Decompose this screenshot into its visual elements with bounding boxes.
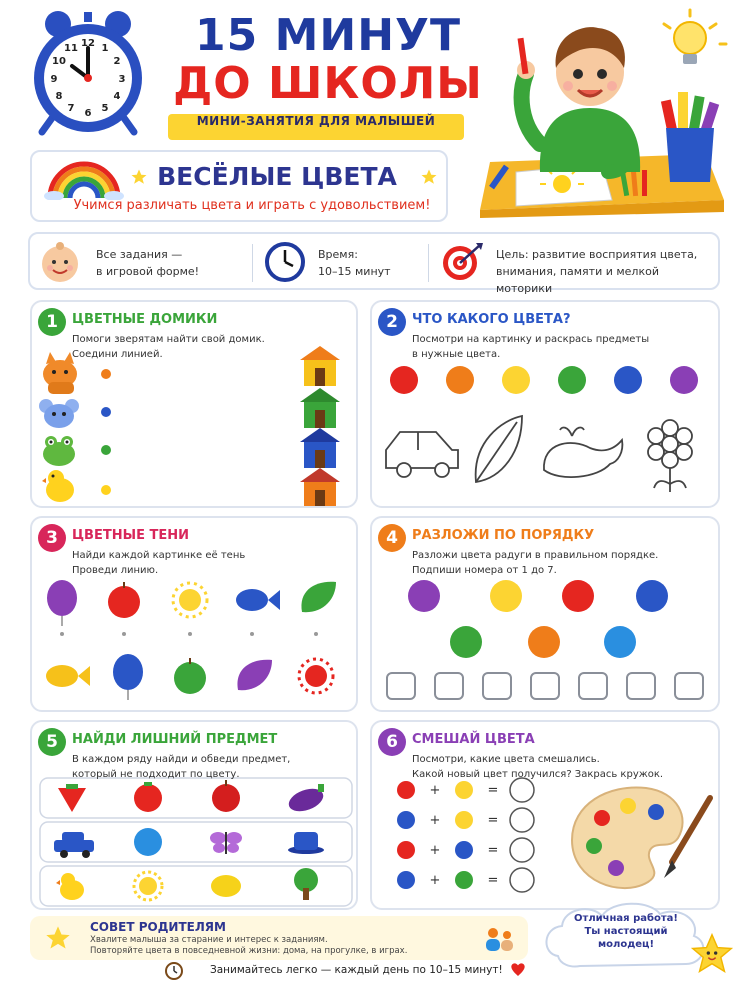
tomato-icon xyxy=(134,782,162,812)
task-description xyxy=(412,548,712,578)
ball-icon xyxy=(134,828,162,856)
answer-box[interactable] xyxy=(530,672,560,700)
equals-sign: = xyxy=(487,873,499,888)
task-6-artwork xyxy=(372,722,722,912)
clock-number: 12 xyxy=(81,38,95,49)
advice-line: Повторяйте цвета в повседневной жизни: дома, на прогулке, в играх. xyxy=(90,946,408,956)
praise-text xyxy=(560,912,692,951)
equals-sign: = xyxy=(487,843,499,858)
apple-icon xyxy=(212,780,240,812)
lightbulb-icon xyxy=(664,10,726,64)
car-icon xyxy=(54,832,94,858)
answer-box[interactable] xyxy=(674,672,704,700)
task-desc-line: Соедини линией. xyxy=(72,349,163,360)
fish-icon xyxy=(46,665,90,687)
task-title: ЧТО КАКОГО ЦВЕТА? xyxy=(412,312,571,327)
clock-number: 9 xyxy=(50,74,58,85)
answer-box[interactable] xyxy=(578,672,608,700)
clock-icon xyxy=(164,961,184,981)
frog-icon xyxy=(43,436,75,466)
plus-sign: + xyxy=(429,873,441,888)
palette-icon xyxy=(572,787,683,888)
balloon-icon xyxy=(113,654,143,700)
answer-box[interactable] xyxy=(386,672,416,700)
car-outline-icon xyxy=(386,432,458,477)
info-games-line2: в игровой форме! xyxy=(96,265,200,278)
leaf-icon xyxy=(237,660,272,690)
advice-title: СОВЕТ РОДИТЕЛЯМ xyxy=(90,920,226,934)
task-number: 2 xyxy=(378,308,406,336)
plus-sign: + xyxy=(429,843,441,858)
leaf-outline-icon xyxy=(476,416,522,482)
task-title: ЦВЕТНЫЕ ТЕНИ xyxy=(72,528,189,543)
task-card-3 xyxy=(30,516,358,712)
boy-drawing-illustration xyxy=(480,4,736,218)
clock-number: 4 xyxy=(113,91,121,102)
answer-box[interactable] xyxy=(482,672,512,700)
page-title-line-2: ДО ШКОЛЫ xyxy=(173,58,483,109)
clock-number: 8 xyxy=(55,91,63,102)
topic-box xyxy=(30,150,448,222)
heart-icon xyxy=(510,962,526,978)
page-title-line-1: 15 МИНУТ xyxy=(195,10,461,61)
orange-house-icon xyxy=(300,468,340,506)
task-card-6 xyxy=(370,720,720,910)
task-number: 4 xyxy=(378,524,406,552)
task-title: РАЗЛОЖИ ПО ПОРЯДКУ xyxy=(412,528,595,543)
plus-sign: + xyxy=(429,813,441,828)
tree-icon xyxy=(294,868,318,900)
task-desc-line: Разложи цвета радуги в правильном порядке. xyxy=(412,550,659,561)
parents-icon xyxy=(482,926,518,952)
praise-cloud xyxy=(540,898,736,981)
task-description xyxy=(72,332,372,362)
clock-number: 5 xyxy=(101,103,109,114)
advice-line: Хвалите малыша за старание и интерес к заданиям. xyxy=(90,935,328,945)
info-goal-line1: Цель: развитие восприятия цвета, xyxy=(496,248,698,261)
task-number: 3 xyxy=(38,524,66,552)
info-time-label: Время: xyxy=(318,248,358,261)
rainbow-icon xyxy=(44,160,124,200)
task-card-1 xyxy=(30,300,358,508)
task-number: 5 xyxy=(38,728,66,756)
task-title: ЦВЕТНЫЕ ДОМИКИ xyxy=(72,312,218,327)
task-desc-line: Посмотри на картинку и раскрась предметы xyxy=(412,334,650,345)
task-card-5 xyxy=(30,720,358,910)
task-card-2 xyxy=(370,300,720,508)
lemon-icon xyxy=(211,875,241,897)
task-desc-line: который не подходит по цвету. xyxy=(72,769,240,780)
sun-icon xyxy=(173,583,207,617)
paint-splash-cluster xyxy=(408,580,668,658)
parent-advice-box xyxy=(30,916,528,960)
equals-sign: = xyxy=(487,813,499,828)
praise-line: молодец! xyxy=(597,939,655,950)
whale-outline-icon xyxy=(544,428,622,478)
green-house-icon xyxy=(300,388,340,428)
info-bar xyxy=(28,232,720,295)
divider xyxy=(252,244,253,282)
star-icon xyxy=(420,168,438,186)
leaf-icon xyxy=(301,582,336,612)
footer-tagline: Занимайтесь легко — каждый день по 10–15 минут! xyxy=(210,964,503,976)
mix-row-2 xyxy=(397,808,534,832)
star-icon xyxy=(44,924,72,952)
mix-row-3 xyxy=(397,838,534,862)
target-icon xyxy=(440,241,484,283)
clock-number: 3 xyxy=(118,74,126,85)
task-number: 6 xyxy=(378,728,406,756)
blue-house-icon xyxy=(300,428,340,468)
strawberry-icon xyxy=(58,784,86,812)
butterfly-icon xyxy=(210,832,242,854)
task-desc-line: Найди каждой картинке её тень xyxy=(72,550,246,561)
task-desc-line: Посмотри, какие цвета смешались. xyxy=(412,754,600,765)
task-title: НАЙДИ ЛИШНИЙ ПРЕДМЕТ xyxy=(72,732,278,747)
clock-number: 7 xyxy=(67,103,75,114)
mouse-icon xyxy=(39,399,79,428)
task-desc-line: Помоги зверятам найти свой домик. xyxy=(72,334,265,345)
baby-face-icon xyxy=(38,240,82,284)
task-number: 1 xyxy=(38,308,66,336)
praise-line: Отличная работа! xyxy=(574,913,678,924)
clock-number: 6 xyxy=(84,108,92,119)
answer-box[interactable] xyxy=(434,672,464,700)
chick-icon xyxy=(56,873,84,900)
task-description xyxy=(72,548,372,578)
clock-icon xyxy=(264,241,306,283)
task-desc-line: Какой новый цвет получился? Закрась кружок. xyxy=(412,769,664,780)
topic-title: ВЕСЁЛЫЕ ЦВЕТА xyxy=(157,162,397,191)
advice-text xyxy=(90,935,407,957)
answer-box[interactable] xyxy=(626,672,656,700)
star-icon xyxy=(130,168,148,186)
eggplant-icon xyxy=(286,784,327,816)
task-desc-line: Проведи линию. xyxy=(72,565,159,576)
apple-icon xyxy=(108,582,140,618)
ribbon-subtitle: МИНИ-ЗАНЯТИЯ ДЛЯ МАЛЫШЕЙ xyxy=(168,114,464,140)
apple-icon xyxy=(174,658,206,694)
task-card-4 xyxy=(370,516,720,712)
info-time-value: 10–15 минут xyxy=(318,265,391,278)
topic-subtitle: Учимся различать цвета и играть с удовольствием! xyxy=(73,198,431,213)
info-goal-line2: внимания, памяти и мелкой моторики xyxy=(496,265,659,295)
equals-sign: = xyxy=(487,783,499,798)
smiling-star-icon xyxy=(690,932,734,976)
paint-splash-row xyxy=(390,366,698,394)
task-description xyxy=(72,752,372,782)
chick-icon xyxy=(42,470,74,502)
flower-outline-icon xyxy=(648,420,692,492)
clock-number: 11 xyxy=(64,43,78,54)
clock-number: 10 xyxy=(52,56,66,67)
divider xyxy=(428,244,429,282)
task-description xyxy=(412,752,712,782)
task-desc-line: в нужные цвета. xyxy=(412,349,501,360)
hat-icon xyxy=(288,832,324,854)
sun-icon xyxy=(299,659,333,693)
mix-row-4 xyxy=(397,868,534,892)
info-games-line1: Все задания — xyxy=(96,248,183,261)
praise-line: Ты настоящий xyxy=(584,926,668,937)
clock-number: 1 xyxy=(101,43,109,54)
task-desc-line: Подпиши номера от 1 до 7. xyxy=(412,565,557,576)
task-title: СМЕШАЙ ЦВЕТА xyxy=(412,732,535,747)
number-boxes-row xyxy=(386,672,706,704)
task-description xyxy=(412,332,712,362)
clock-number: 2 xyxy=(113,56,121,67)
plus-sign: + xyxy=(429,783,441,798)
sun-icon xyxy=(134,872,162,900)
task-desc-line: В каждом ряду найди и обведи предмет, xyxy=(72,754,291,765)
balloon-icon xyxy=(47,580,77,626)
task-5-artwork xyxy=(32,722,360,912)
fish-icon xyxy=(236,589,280,611)
alarm-clock-icon xyxy=(28,8,148,136)
